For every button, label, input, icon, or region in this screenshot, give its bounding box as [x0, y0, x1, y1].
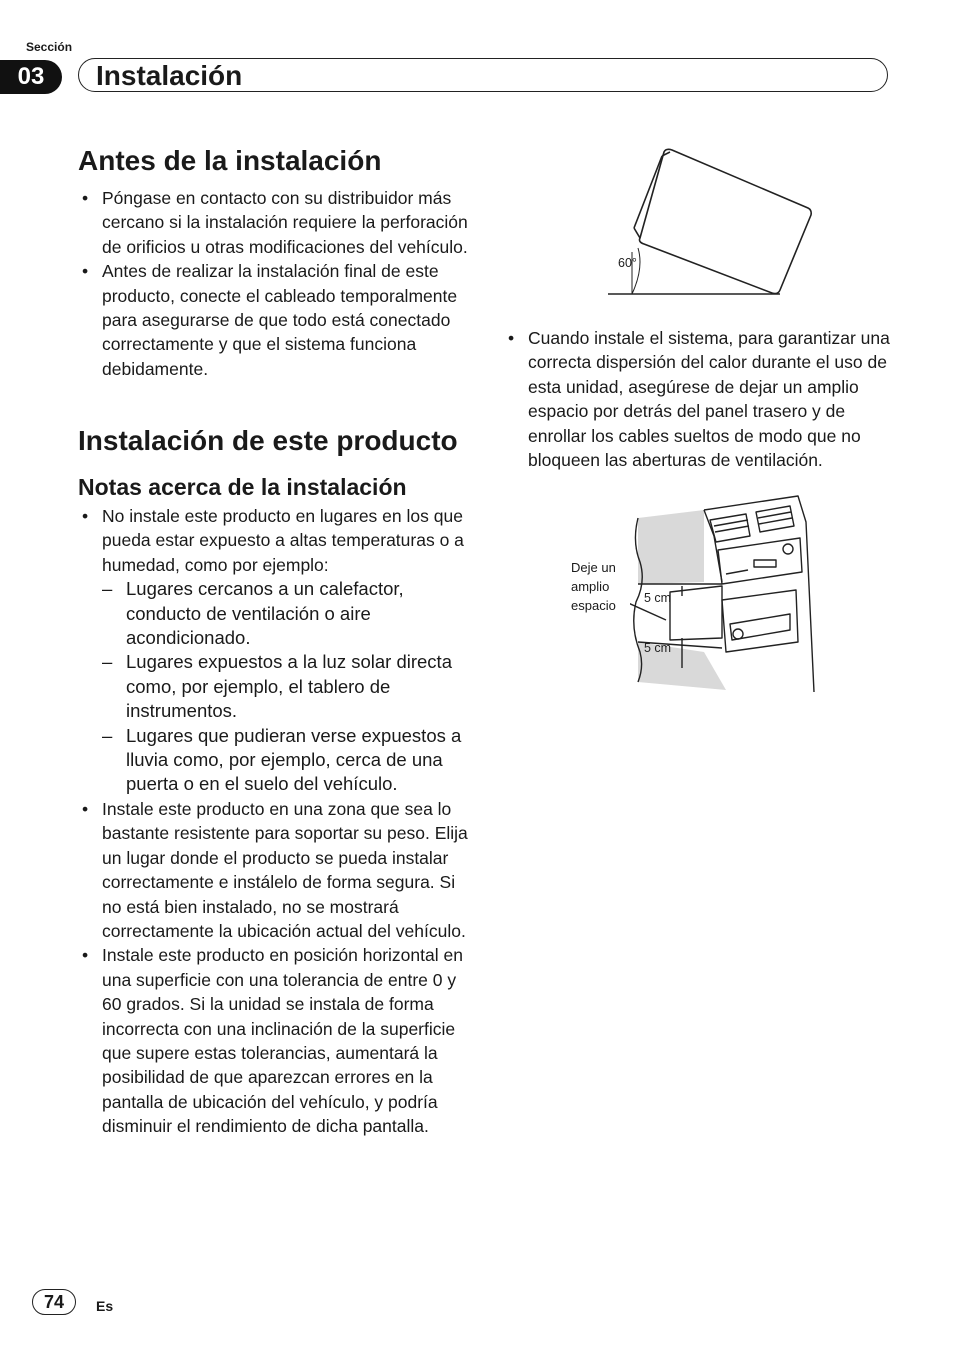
install-notes-list [78, 504, 468, 1139]
section-number-badge: 03 [0, 60, 62, 94]
page-number: 74 [32, 1289, 76, 1315]
gap-top-label: 5 cm [644, 591, 672, 605]
ventilation-list [504, 326, 899, 472]
before-install-heading: Antes de la instalación [78, 145, 382, 176]
chapter-title: Instalación [96, 60, 243, 91]
list-item-text: No instale este producto en lugares en los que pueda estar expuesto a altas temperaturas o a humedad, como por ejemplo: [102, 506, 464, 575]
list-item: • Cuando instale el sistema, para garantizar una correcta dispersión del calor durante el uso de esta unidad, asegúrese de dejar un amplio espacio por detrás del panel trasero y de enrollar los cables sueltos de modo que no bloqueen las aberturas de ventilación. [504, 326, 899, 472]
ventilation-note [504, 326, 899, 472]
install-product-section [78, 424, 468, 1139]
section-label: Sección [26, 40, 73, 54]
list-item [78, 504, 468, 797]
space-label [571, 558, 616, 615]
sublist-item: – Lugares cercanos a un calefactor, conducto de ventilación o aire acondicionado. [102, 577, 468, 650]
list-item: • Póngase en contacto con su distribuidor más cercano si la instalación requiere la perforación de orificios u otras modificaciones del vehículo. [78, 186, 468, 259]
before-install-section [78, 144, 468, 381]
sublist-item: – Lugares expuestos a la luz solar directa como, por ejemplo, el tablero de instrumentos. [102, 650, 468, 723]
sublist-item: – Lugares que pudieran verse expuestos a lluvia como, por ejemplo, cerca de una puerta o en el suelo del vehículo. [102, 724, 468, 797]
space-label-line: Deje un [571, 560, 616, 575]
space-label-line: amplio [571, 579, 610, 594]
install-notes-heading: Notas acerca de la instalación [78, 474, 407, 500]
space-label-line: espacio [571, 598, 616, 613]
install-product-heading: Instalación de este producto [78, 425, 458, 456]
list-item: • Instale este producto en una zona que sea lo bastante resistente para soportar su peso. Elija un lugar donde el producto se pueda instalar correctamente e instálelo de forma segura. Si no está bien instalado, no se mostrará correctamente la ubicación actual del vehículo. [78, 797, 468, 943]
gap-bottom-label: 5 cm [644, 641, 672, 655]
list-item: • Instale este producto en posición horizontal en una superficie con una tolerancia de entre 0 y 60 grados. Si la unidad se instala de forma incorrecta con una inclinación de la superficie que supere estas tolerancias, aumentará la posibilidad de que aparezcan errores en la pantalla de ubicación del vehículo, y podría disminuir el rendimiento de dicha pantalla. [78, 943, 468, 1138]
location-sublist [102, 577, 468, 797]
list-item: • Antes de realizar la instalación final de este producto, conecte el cableado temporalmente para asegurarse de que todo está conectado correctamente y que el sistema funciona debidamente. [78, 259, 468, 381]
before-install-list [78, 186, 468, 381]
angle-label: 60° [618, 256, 637, 270]
language-code: Es [96, 1298, 114, 1314]
tilt-angle-figure [600, 148, 820, 300]
dashboard-figure [630, 492, 830, 692]
